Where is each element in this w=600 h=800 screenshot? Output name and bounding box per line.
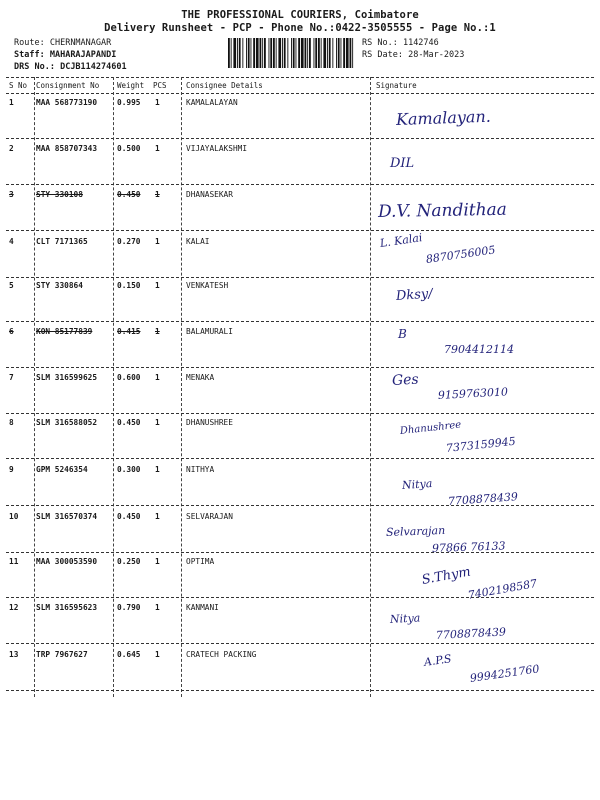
handwritten-signature: Dksy/	[395, 286, 434, 304]
row-divider	[6, 690, 594, 691]
handwritten-signature: Selvarajan	[385, 523, 446, 539]
consignee-name: VENKATESH	[186, 281, 229, 290]
serial-number: 6	[9, 327, 14, 336]
weight-value: 0.150	[117, 281, 141, 290]
handwritten-signature: Ges	[391, 371, 420, 389]
handwritten-phone: 9994251760	[469, 662, 541, 685]
col-weight: Weight	[117, 81, 145, 90]
serial-number: 11	[9, 557, 19, 566]
pieces-count: 1	[155, 327, 160, 336]
pieces-count: 1	[155, 237, 160, 246]
table-row	[0, 190, 600, 230]
staff-line	[14, 50, 116, 60]
row-divider	[6, 184, 594, 185]
header-top-rule	[6, 77, 594, 78]
handwritten-phone: 7373159945	[445, 434, 517, 455]
serial-number: 12	[9, 603, 19, 612]
row-divider	[6, 643, 594, 644]
serial-number: 1	[9, 98, 14, 107]
consignment-number: GPM 5246354	[36, 465, 88, 474]
handwritten-signature: L. Kalai	[379, 231, 424, 250]
handwritten-signature: Nitya	[401, 476, 433, 492]
handwritten-phone: 7904412114	[444, 343, 514, 356]
weight-value: 0.600	[117, 373, 141, 382]
serial-number: 2	[9, 144, 14, 153]
table-row	[0, 465, 600, 508]
consignment-number: CLT 7171365	[36, 237, 88, 246]
consignment-number: SLM 316570374	[36, 512, 98, 521]
weight-value: 0.450	[117, 418, 141, 427]
row-divider	[6, 367, 594, 368]
consignee-name: CRATECH PACKING	[186, 650, 257, 659]
serial-number: 8	[9, 418, 14, 427]
consignee-name: MENAKA	[186, 373, 215, 382]
table-row	[0, 603, 600, 643]
table-row	[0, 373, 600, 413]
route-label: Route:	[14, 38, 45, 48]
weight-value: 0.300	[117, 465, 141, 474]
rs-no-value: 1142746	[402, 38, 439, 48]
weight-value: 0.270	[117, 237, 141, 246]
consignment-number: MAA 568773190	[36, 98, 98, 107]
handwritten-signature: B	[398, 327, 407, 341]
serial-number: 7	[9, 373, 14, 382]
consignment-number: SLM 316595623	[36, 603, 98, 612]
column-headers	[0, 81, 600, 93]
row-divider	[6, 505, 594, 506]
handwritten-phone: 7708878439	[447, 490, 519, 508]
col-sno: S No	[9, 81, 28, 90]
table-row	[0, 231, 600, 277]
table-row	[0, 327, 600, 367]
consignment-number: STY 330864	[36, 281, 83, 290]
col-pcs: PCS	[153, 81, 167, 90]
weight-value: 0.790	[117, 603, 141, 612]
serial-number: 5	[9, 281, 14, 290]
route-line	[14, 38, 111, 48]
table-row	[0, 281, 600, 321]
consignment-number: MAA 300053590	[36, 557, 98, 566]
serial-number: 10	[9, 512, 19, 521]
table-row	[0, 650, 600, 690]
drs-value: DCJB114274601	[60, 62, 127, 72]
serial-number: 3	[9, 190, 14, 199]
pieces-count: 1	[155, 512, 160, 521]
drs-label: DRS No.:	[14, 62, 55, 72]
row-divider	[6, 552, 594, 553]
pieces-count: 1	[155, 603, 160, 612]
table-row	[0, 418, 600, 458]
pieces-count: 1	[155, 190, 160, 199]
handwritten-phone: 97866 76133	[431, 539, 506, 555]
row-divider	[6, 138, 594, 139]
handwritten-signature: Nitya	[389, 611, 421, 626]
row-divider	[6, 458, 594, 459]
rs-no-label: RS No.:	[362, 38, 398, 48]
row-divider	[6, 230, 594, 231]
table-row	[0, 98, 600, 138]
route-value: CHERNMANAGAR	[49, 38, 112, 48]
handwritten-signature: Kamalayan.	[395, 106, 492, 129]
handwritten-signature: DIL	[390, 156, 415, 171]
weight-value: 0.995	[117, 98, 141, 107]
pieces-count: 1	[155, 144, 160, 153]
consignee-name: KALAI	[186, 237, 210, 246]
pieces-count: 1	[155, 650, 160, 659]
serial-number: 13	[9, 650, 19, 659]
consignee-name: DHANUSHREE	[186, 418, 233, 427]
row-divider	[6, 277, 594, 278]
col-consignee: Consignee Details	[186, 81, 263, 90]
staff-value: MAHARAJAPANDI	[49, 50, 117, 60]
table-row	[0, 512, 600, 555]
pieces-count: 1	[155, 418, 160, 427]
consignee-name: KANMANI	[186, 603, 219, 612]
row-divider	[6, 597, 594, 598]
pieces-count: 1	[155, 98, 160, 107]
consignee-name: OPTIMA	[186, 557, 215, 566]
rs-date-value: 28-Mar-2023	[408, 50, 465, 60]
header-bottom-rule	[6, 93, 594, 94]
consignee-name: DHANASEKAR	[186, 190, 233, 199]
rs-date-line	[362, 50, 464, 60]
table-row	[0, 144, 600, 184]
handwritten-signature: A.P.S	[423, 652, 453, 669]
company-title: THE PROFESSIONAL COURIERS, Coimbatore	[181, 9, 419, 21]
weight-value: 0.645	[117, 650, 141, 659]
pieces-count: 1	[155, 373, 160, 382]
handwritten-signature: Dhanushree	[399, 419, 462, 437]
consignee-name: SELVARAJAN	[186, 512, 233, 521]
consignment-number: STY 330108	[36, 190, 83, 199]
weight-value: 0.415	[117, 327, 141, 336]
weight-value: 0.450	[117, 190, 141, 199]
row-divider	[6, 321, 594, 322]
consignee-name: BALAMURALI	[186, 327, 233, 336]
pieces-count: 1	[155, 557, 160, 566]
consignee-name: VIJAYALAKSHMI	[186, 144, 248, 153]
pieces-count: 1	[155, 465, 160, 474]
row-divider	[6, 413, 594, 414]
handwritten-phone: 9159763010	[437, 385, 509, 402]
weight-value: 0.450	[117, 512, 141, 521]
consignee-name: NITHYA	[186, 465, 215, 474]
weight-value: 0.250	[117, 557, 141, 566]
consignment-number: SLM 316588052	[36, 418, 98, 427]
handwritten-phone: 8870756005	[425, 243, 497, 266]
serial-number: 9	[9, 465, 14, 474]
serial-number: 4	[9, 237, 14, 246]
consignee-name: KAMALALAYAN	[186, 98, 238, 107]
drs-line	[14, 62, 127, 72]
consignment-number: SLM 316599625	[36, 373, 98, 382]
handwritten-signature: D.V. Nandithaa	[377, 199, 508, 222]
col-signature: Signature	[376, 81, 417, 90]
consignment-number: MAA 858707343	[36, 144, 98, 153]
rs-date-label: RS Date:	[362, 50, 403, 60]
runsheet-subtitle: Delivery Runsheet - PCP - Phone No.:0422-3505555 - Page No.:1	[104, 22, 496, 34]
staff-label: Staff:	[14, 50, 45, 60]
handwritten-phone: 7708878439	[435, 625, 507, 642]
weight-value: 0.500	[117, 144, 141, 153]
rs-no-line	[362, 38, 439, 48]
table-row	[0, 557, 600, 602]
consignment-number: KON 85177839	[36, 327, 93, 336]
handwritten-phone: 7402198587	[466, 576, 539, 602]
consignment-number: TRP 7967627	[36, 650, 88, 659]
col-consignment: Consignment No	[36, 81, 100, 90]
barcode	[228, 38, 356, 68]
pieces-count: 1	[155, 281, 160, 290]
handwritten-signature: S.Thym	[420, 564, 472, 588]
